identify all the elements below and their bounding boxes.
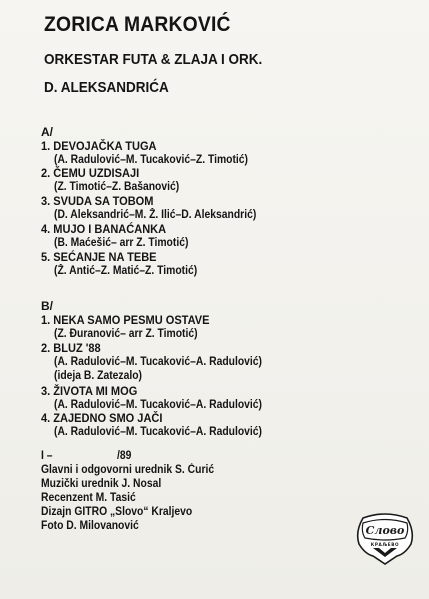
track-b1-credit: (Z. Đuranović– arr Z. Timotić) (54, 328, 198, 340)
track-a2-credit: (Z. Timotić–Z. Bašanović) (54, 181, 180, 193)
credit-reviewer: Recenzent M. Tasić (41, 492, 136, 504)
track-a4-title: 4. MUJO I BANAĆANKA (41, 222, 167, 236)
track-b4-credit: (A. Radulović–M. Tucaković–A. Radulović) (54, 426, 263, 438)
credit-design: Dizajn GITRO „Slovo“ Kraljevo (41, 506, 193, 518)
track-b3-title: 3. ŽIVOTA MI MOG (41, 384, 138, 398)
track-b2-title: 2. BLUZ '88 (41, 341, 101, 355)
track-a4-credit: (B. Maćešić– arr Z. Timotić) (54, 237, 189, 249)
artist-name: ZORICA MARKOVIĆ (44, 13, 231, 36)
credit-music-editor: Muzički urednik J. Nosal (41, 478, 162, 490)
track-b4-title: 4. ZAJEDNO SMO JAČI (41, 411, 163, 425)
track-b2-credit-extra: (ideja B. Zatezalo) (54, 370, 143, 382)
logo-text: Слово (365, 524, 405, 537)
track-b3-credit: (A. Radulović–M. Tucaković–A. Radulović) (54, 399, 263, 411)
catalog-number-year: /89 (117, 450, 132, 462)
track-a1-title: 1. DEVOJAČKA TUGA (41, 139, 157, 153)
track-b1-title: 1. NEKA SAMO PESMU OSTAVE (41, 313, 210, 327)
track-a3-credit: (D. Aleksandrić–M. Ž. Ilić–D. Aleksandrić) (54, 209, 257, 221)
track-a2-title: 2. ČEMU UZDISAJI (41, 166, 140, 180)
credit-photo: Foto D. Milovanović (41, 520, 139, 532)
track-a5-title: 5. SEĆANJE NA TEBE (41, 250, 157, 264)
catalog-number-prefix: I – (41, 450, 53, 462)
side-a-label: A/ (41, 125, 53, 139)
side-b-label: B/ (41, 299, 53, 313)
track-b2-credit: (A. Radulović–M. Tucaković–A. Radulović) (54, 356, 263, 368)
credit-editor: Glavni i odgovorni urednik S. Ćurić (41, 464, 215, 476)
track-a5-credit: (Ž. Antić–Z. Matić–Z. Timotić) (54, 265, 198, 277)
logo-subtext: КРАЉЕВО (370, 542, 400, 547)
slovo-kraljevo-logo-icon (355, 510, 415, 566)
orchestra-line-1: ORKESTAR FUTA & ZLAJA I ORK. (44, 51, 263, 68)
orchestra-line-2: D. ALEKSANDRIĆA (44, 79, 169, 96)
track-a1-credit: (A. Radulović–M. Tucaković–Z. Timotić) (54, 154, 249, 166)
track-a3-title: 3. SVUDA SA TOBOM (41, 194, 154, 208)
